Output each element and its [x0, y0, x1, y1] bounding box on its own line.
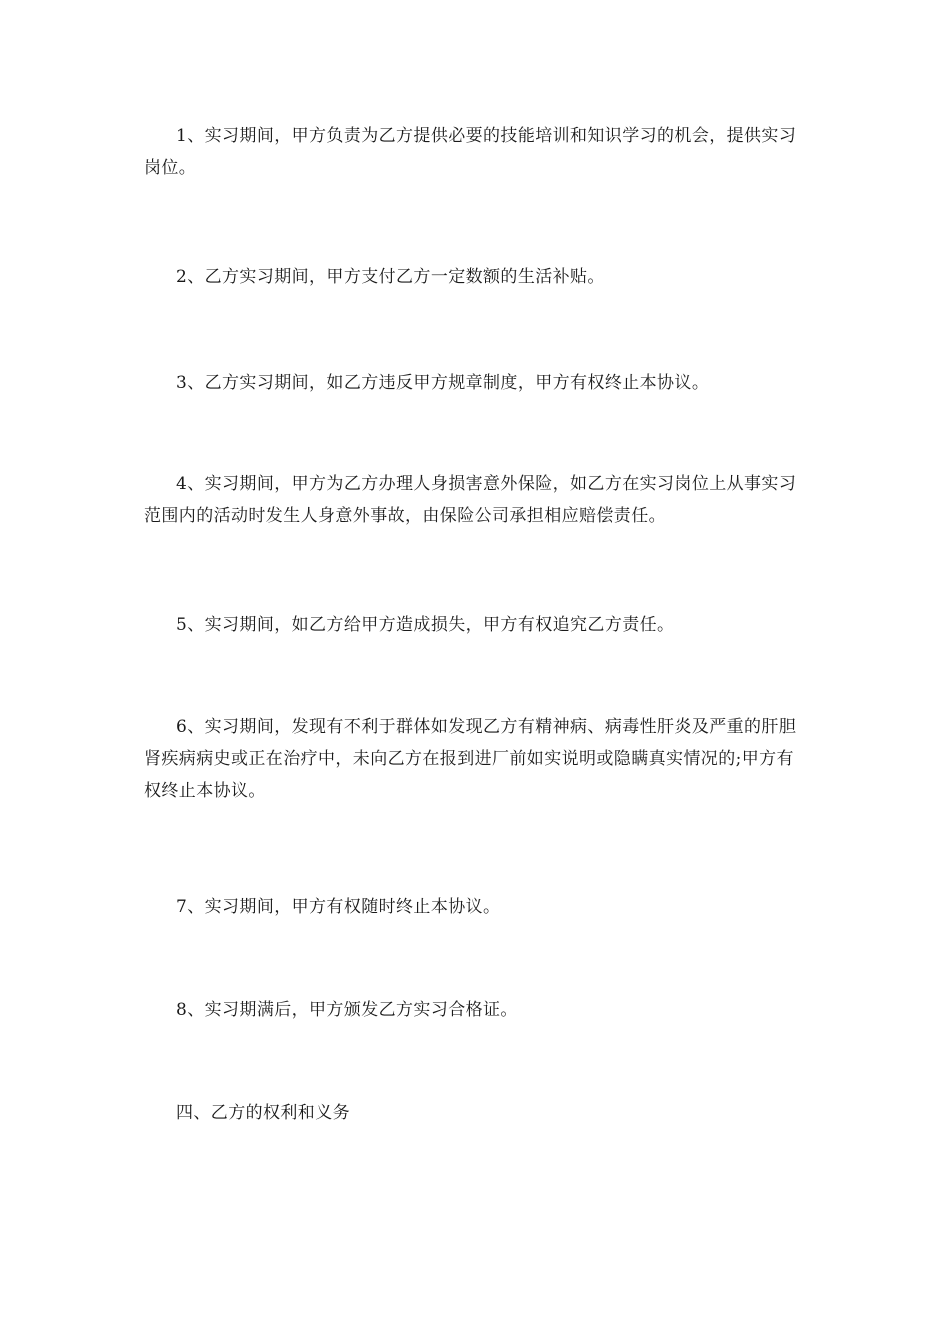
clause-6-paragraph: 6、实习期间，发现有不利于群体如发现乙方有精神病、病毒性肝炎及严重的肝胆肾疾病病史或正在治疗中，未向乙方在报到进厂前如实说明或隐瞒真实情况的;甲方有权终止本协议。	[144, 717, 797, 801]
clause-4-paragraph: 4、实习期间，甲方为乙方办理人身损害意外保险，如乙方在实习岗位上从事实习范围内的活动时发生人身意外事故，由保险公司承担相应赔偿责任。	[144, 474, 797, 526]
clause-8-paragraph: 8、实习期满后，甲方颁发乙方实习合格证。	[176, 1000, 518, 1020]
clause-5-paragraph: 5、实习期间，如乙方给甲方造成损失，甲方有权追究乙方责任。	[176, 615, 675, 635]
clause-3-paragraph: 3、乙方实习期间，如乙方违反甲方规章制度，甲方有权终止本协议。	[176, 373, 710, 393]
clause-1-paragraph: 1、实习期间，甲方负责为乙方提供必要的技能培训和知识学习的机会，提供实习岗位。	[144, 126, 797, 178]
section-heading: 四、乙方的权利和义务	[176, 1103, 350, 1123]
clause-7-paragraph: 7、实习期间，甲方有权随时终止本协议。	[176, 897, 501, 917]
clause-2-paragraph: 2、乙方实习期间，甲方支付乙方一定数额的生活补贴。	[176, 267, 605, 287]
